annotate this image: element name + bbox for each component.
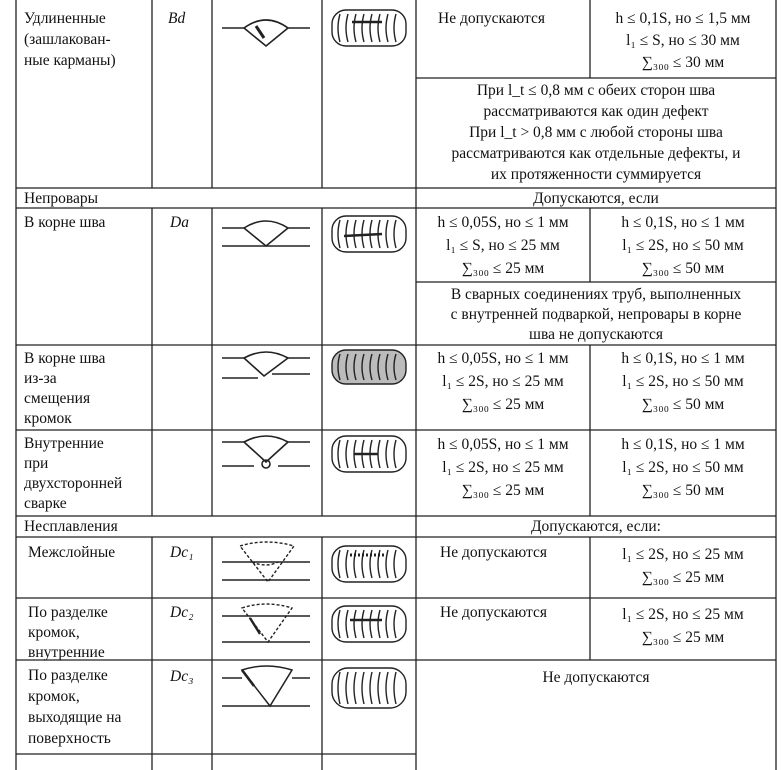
weld-top-view-icon: [326, 602, 412, 646]
requirement-line: ∑₃₀₀ ≤ 25 мм: [641, 569, 725, 586]
requirement-line: l₁ ≤ S, но ≤ 30 мм: [626, 32, 740, 49]
weld-cross-section-icon: [218, 348, 316, 382]
defect-name-line: при: [24, 455, 49, 472]
defect-name-line: Межслойные: [28, 544, 116, 561]
requirement-cell: Не допускаются: [440, 604, 548, 621]
requirement-line: h ≤ 0,05S, но ≤ 1 мм: [437, 214, 569, 231]
defect-code: Da: [170, 214, 189, 231]
requirement-line: h ≤ 0,1S, но ≤ 1 мм: [621, 214, 745, 231]
section-title: Несплавления: [24, 518, 118, 535]
defect-name-line: смещения: [24, 390, 91, 407]
defect-name-line: В корне шва: [24, 214, 106, 231]
defect-name-line: По разделке: [28, 604, 108, 621]
weld-cross-section-icon: [218, 432, 316, 472]
defect-name-line: выходящие на: [28, 709, 122, 726]
requirement-line: h ≤ 0,1S, но ≤ 1,5 мм: [615, 10, 751, 27]
defect-name-line: По разделке: [28, 667, 108, 684]
weld-top-view-icon: [326, 542, 412, 586]
note-line: При l_t ≤ 0,8 мм с обеих сторон шва: [476, 82, 716, 99]
weld-cross-section-icon: [218, 214, 316, 250]
defect-name-line: сварке: [24, 495, 67, 512]
weld-top-view-icon: [326, 212, 412, 256]
weld-cross-section-icon: [218, 664, 316, 714]
note-line: В сварных соединениях труб, выполненных: [450, 286, 742, 303]
weld-top-view-icon: [326, 664, 412, 714]
defect-name-line: В корне шва: [24, 350, 106, 367]
requirement-cell: Не допускаются: [438, 10, 546, 27]
requirement-line: l₁ ≤ 2S, но ≤ 25 мм: [622, 606, 744, 623]
requirement-line: l₁ ≤ 2S, но ≤ 50 мм: [622, 459, 744, 476]
weld-top-view-icon: [326, 6, 412, 50]
requirement-cell: Не допускаются: [542, 669, 650, 686]
requirement-line: h ≤ 0,05S, но ≤ 1 мм: [437, 350, 569, 367]
requirement-line: h ≤ 0,05S, но ≤ 1 мм: [437, 436, 569, 453]
requirement-line: ∑₃₀₀ ≤ 25 мм: [461, 260, 545, 277]
note-line: рассматриваются как отдельные дефекты, и: [451, 145, 741, 162]
section-allowed: Допускаются, если: [533, 190, 659, 207]
requirement-line: h ≤ 0,1S, но ≤ 1 мм: [621, 350, 745, 367]
requirement-line: l₁ ≤ 2S, но ≤ 25 мм: [622, 546, 744, 563]
note-line: с внутренней подваркой, непровары в корне: [450, 306, 742, 323]
defect-code: Dc₁: [170, 544, 194, 561]
note-line: их протяженности суммируется: [490, 166, 702, 183]
defect-code: Dc₃: [170, 668, 194, 685]
defect-name-line: поверхность: [28, 730, 111, 747]
weld-top-view-icon: [326, 346, 412, 390]
requirement-line: ∑₃₀₀ ≤ 25 мм: [461, 482, 545, 499]
requirement-line: ∑₃₀₀ ≤ 50 мм: [641, 482, 725, 499]
defect-code: Dc₂: [170, 604, 194, 621]
weld-top-view-icon: [326, 432, 412, 476]
requirement-cell: Не допускаются: [440, 544, 548, 561]
defect-name-line: кромок,: [28, 688, 80, 705]
defect-name-line: кромок: [24, 410, 72, 427]
requirement-line: h ≤ 0,1S, но ≤ 1 мм: [621, 436, 745, 453]
section-title: Непровары: [24, 190, 99, 207]
section-allowed: Допускаются, если:: [530, 518, 661, 535]
defect-name-line: ные карманы): [24, 52, 116, 69]
requirement-line: l₁ ≤ S, но ≤ 25 мм: [446, 237, 560, 254]
defect-name-line: из-за: [24, 370, 57, 387]
requirement-line: ∑₃₀₀ ≤ 30 мм: [641, 54, 725, 71]
defect-name-line: двухсторонней: [24, 475, 123, 492]
requirement-line: ∑₃₀₀ ≤ 25 мм: [641, 629, 725, 646]
requirement-line: ∑₃₀₀ ≤ 25 мм: [461, 396, 545, 413]
note-line: рассматриваются как один дефект: [483, 103, 709, 120]
note-line: При l_t > 0,8 мм с любой стороны шва: [469, 124, 723, 141]
requirement-line: l₁ ≤ 2S, но ≤ 50 мм: [622, 237, 744, 254]
defect-name-line: (зашлакован-: [24, 31, 111, 48]
weld-cross-section-icon: [218, 8, 316, 52]
defect-code: Bd: [168, 10, 186, 27]
defect-name-line: внутренние: [28, 644, 105, 661]
requirement-line: l₁ ≤ 2S, но ≤ 25 мм: [442, 373, 564, 390]
defect-name-line: Внутренние: [24, 435, 104, 452]
requirement-line: ∑₃₀₀ ≤ 50 мм: [641, 396, 725, 413]
requirement-line: l₁ ≤ 2S, но ≤ 25 мм: [442, 459, 564, 476]
defect-name-line: кромок,: [28, 624, 80, 641]
weld-cross-section-icon: [218, 602, 316, 650]
defect-name-line: Удлиненные: [24, 10, 106, 27]
note-line: шва не допускаются: [529, 326, 663, 343]
requirement-line: ∑₃₀₀ ≤ 50 мм: [641, 260, 725, 277]
requirement-line: l₁ ≤ 2S, но ≤ 50 мм: [622, 373, 744, 390]
weld-cross-section-icon: [218, 540, 316, 588]
